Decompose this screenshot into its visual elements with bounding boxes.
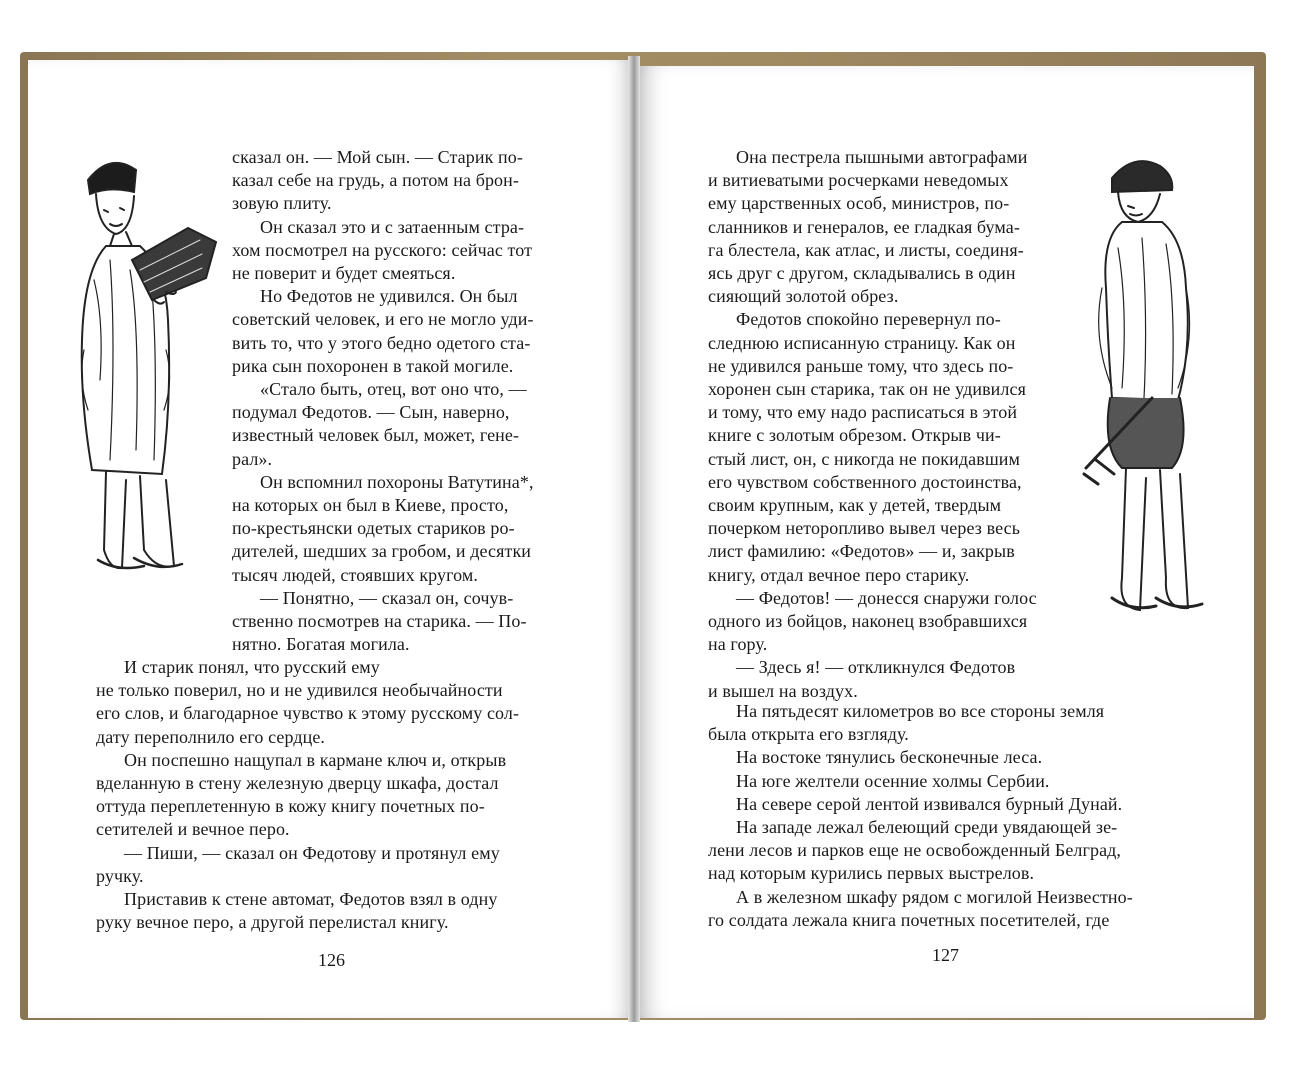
text-line: казал себе на грудь, а потом на брон- <box>232 170 519 191</box>
text-line: го солдата лежала книга почетных посетителей, где <box>708 909 1110 930</box>
text-line: не только поверил, но и не удивился необычайности <box>96 680 503 701</box>
text-line: ственно посмотрев на старика. — По- <box>232 611 527 632</box>
text-line: сланников и генералов, ее гладкая бума- <box>708 216 1020 237</box>
text-line: и вышел на воздух. <box>708 680 858 701</box>
left-page-text-lower <box>96 656 574 934</box>
text-line: над которым курились первых выстрелов. <box>708 863 1035 884</box>
text-line: Он вспомнил похороны Ватутина*, <box>260 471 534 492</box>
text-line: одного из бойцов, наконец взобравшихся <box>708 611 1028 632</box>
text-line: следнюю исписанную страницу. Как он <box>708 332 1016 353</box>
text-line: вделанную в стену железную дверцу шкафа, достал <box>96 773 499 794</box>
text-line: не удивился раньше тому, что здесь по- <box>708 355 1014 376</box>
text-line: га блестела, как атлас, и листы, соединя- <box>708 239 1024 260</box>
text-line: своим крупным, как у детей, твердым <box>708 495 1002 516</box>
text-line: ясь друг с другом, складывались в один <box>708 263 1016 284</box>
text-line: — Понятно, — сказал он, сочув- <box>260 587 514 608</box>
text-line: На западе лежал белеющий среди увядающей зе- <box>736 817 1118 838</box>
text-line: известный человек был, может, гене- <box>232 425 520 446</box>
text-line: хоронен сын старика, так он не удивился <box>708 379 1026 400</box>
text-line: была открыта его взгляду. <box>708 724 909 745</box>
text-line: вить то, что у этого бедно одетого ста- <box>232 332 531 353</box>
text-line: Он поспешно нащупал в кармане ключ и, открыв <box>124 749 507 770</box>
text-line: подумал Федотов. — Сын, наверно, <box>232 402 510 423</box>
text-line: — Федотов! — донесся снаружи голос <box>736 587 1037 608</box>
text-line: ему царственных особ, министров, по- <box>708 193 1010 214</box>
text-line: И старик понял, что русский ему <box>124 657 380 677</box>
text-line: Он сказал это и с затаенным стра- <box>260 216 525 237</box>
text-line: — Здесь я! — откликнулся Федотов <box>736 657 1016 678</box>
text-line: Федотов спокойно перевернул по- <box>736 309 1001 330</box>
text-line: советский человек, и его не могло уди- <box>232 309 534 330</box>
text-line: зовую плиту. <box>232 193 332 214</box>
text-line: на гору. <box>708 634 768 655</box>
text-line: Она пестрела пышными автографами <box>736 147 1028 167</box>
text-line: На пятьдесят километров во все стороны земля <box>736 701 1105 721</box>
text-line: ручку. <box>96 865 144 886</box>
soldier-illustration <box>1082 148 1222 638</box>
text-line: дату переполнило его сердце. <box>96 726 326 747</box>
text-line: его чувством собственного достоинства, <box>708 471 1022 492</box>
text-line: стый лист, он, с никогда не покидавшим <box>708 448 1021 469</box>
text-line: книгу, отдал вечное перо старику. <box>708 564 970 585</box>
left-page-text-upper <box>232 146 574 656</box>
text-line: А в железном шкафу рядом с могилой Неизвестно- <box>736 886 1133 907</box>
text-line: «Стало быть, отец, вот оно что, — <box>260 379 527 400</box>
text-line: На юге желтели осенние холмы Сербии. <box>736 770 1050 791</box>
right-page-text-lower <box>708 700 1184 932</box>
text-line: и витиеватыми росчерками неведомых <box>708 170 1009 191</box>
text-line: почерком неторопливо вывел через весь <box>708 518 1021 539</box>
text-line: сказал он. — Мой сын. — Старик по- <box>232 147 523 167</box>
text-line: и тому, что ему надо расписаться в этой <box>708 402 1018 423</box>
text-line: Но Федотов не удивился. Он был <box>260 286 518 307</box>
text-line: дителей, шедших за гробом, и десятки <box>232 541 532 562</box>
old-man-illustration <box>70 150 230 610</box>
page-number-right: 127 <box>932 945 959 965</box>
text-line: Приставив к стене автомат, Федотов взял в одну <box>124 889 498 910</box>
text-line: по-крестьянски одетых стариков ро- <box>232 518 515 539</box>
text-line: руку вечное перо, а другой перелистал книгу. <box>96 912 449 933</box>
text-line: рал». <box>232 448 273 469</box>
right-page-text-upper <box>708 146 1074 703</box>
book-spine-gutter <box>628 56 640 1022</box>
text-line: рика сын похоронен в такой могиле. <box>232 355 514 376</box>
text-line: нятно. Богатая могила. <box>232 634 410 655</box>
text-line: на которых он был в Киеве, просто, <box>232 495 509 516</box>
text-line: лени лесов и парков еще не освобожденный Белград, <box>708 840 1122 861</box>
text-line: книге с золотым обрезом. Открыв чи- <box>708 425 1001 446</box>
text-line: — Пиши, — сказал он Федотову и протянул ему <box>124 842 500 863</box>
text-line: На севере серой лентой извивался бурный Дунай. <box>736 793 1123 814</box>
text-line: сияющий золотой обрез. <box>708 286 899 307</box>
text-line: хом посмотрел на русского: сейчас тот <box>232 239 533 260</box>
text-line: На востоке тянулись бесконечные леса. <box>736 747 1043 768</box>
text-line: его слов, и благодарное чувство к этому русскому сол- <box>96 703 520 724</box>
text-line: лист фамилию: «Федотов» — и, закрыв <box>708 541 1015 562</box>
text-line: оттуда переплетенную в кожу книгу почетных по- <box>96 796 485 817</box>
page-number-left: 126 <box>318 950 345 970</box>
text-line: тысяч людей, стоявших кругом. <box>232 564 479 585</box>
text-line: не поверит и будет смеяться. <box>232 263 456 284</box>
text-line: сетителей и вечное перо. <box>96 819 290 840</box>
